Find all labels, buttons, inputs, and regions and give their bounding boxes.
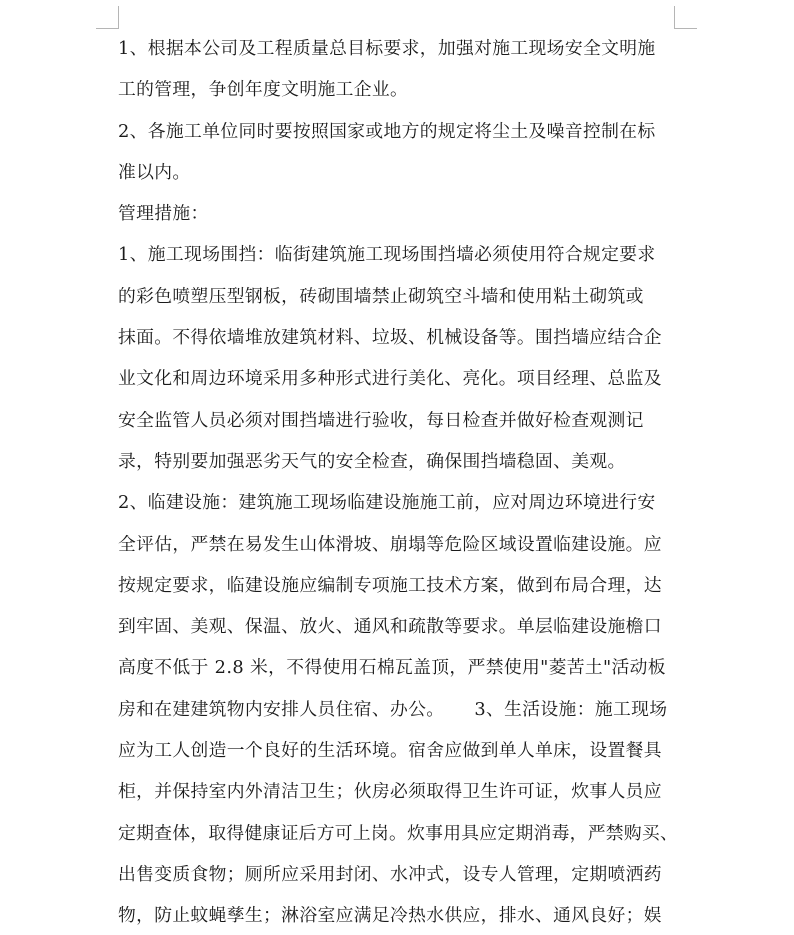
text-line: 业文化和周边环境采用多种形式进行美化、亮化。项目经理、总监及 bbox=[118, 368, 662, 390]
text-line: 安全监管人员必须对围挡墙进行验收，每日检查并做好检查观测记 bbox=[118, 409, 644, 431]
text-line: 柜，并保持室内外清洁卫生；伙房必须取得卫生许可证，炊事人员应 bbox=[118, 781, 662, 803]
document-body bbox=[118, 28, 679, 935]
text-line: 高度不低于 2.8 米，不得使用石棉瓦盖顶，严禁使用"菱苦土"活动板 bbox=[118, 657, 666, 679]
text-line: 录，特别要加强恶劣天气的安全检查，确保围挡墙稳固、美观。 bbox=[118, 450, 626, 472]
section-heading-measures bbox=[118, 193, 676, 234]
text-line: 到牢固、美观、保温、放火、通风和疏散等要求。单层临建设施檐口 bbox=[118, 616, 662, 638]
text-line: 准以内。 bbox=[118, 161, 191, 183]
text-line: 1、施工现场围挡：临街建筑施工现场围挡墙必须使用符合规定要求 bbox=[118, 244, 656, 266]
text-line: 全评估，严禁在易发生山体滑坡、崩塌等危险区域设置临建设施。应 bbox=[118, 533, 662, 555]
text-line: 的彩色喷塑压型钢板，砖砌围墙禁止砌筑空斗墙和使用粘土砌筑或 bbox=[118, 285, 644, 307]
paragraph-temporary-facilities bbox=[118, 482, 679, 935]
paragraph-goal-1 bbox=[118, 28, 676, 111]
text-line: 2、临建设施：建筑施工现场临建设施施工前，应对周边环境进行安 bbox=[118, 492, 656, 514]
text-line: 应为工人创造一个良好的生活环境。宿舍应做到单人单床，设置餐具 bbox=[118, 740, 662, 762]
text-line: 物，防止蚊蝇孳生；淋浴室应满足冷热水供应，排水、通风良好；娱 bbox=[118, 905, 662, 927]
text-line: 按规定要求，临建设施应编制专项施工技术方案，做到布局合理，达 bbox=[118, 574, 662, 596]
text-line: 管理措施： bbox=[118, 203, 209, 225]
paragraph-goal-2 bbox=[118, 111, 676, 194]
text-line: 抹面。不得依墙堆放建筑材料、垃圾、机械设备等。围挡墙应结合企 bbox=[118, 327, 662, 349]
text-line: 房和在建建筑物内安排人员住宿、办公。 3、生活设施：施工现场 bbox=[118, 698, 668, 720]
text-line: 2、各施工单位同时要按照国家或地方的规定将尘土及噪音控制在标 bbox=[118, 120, 656, 142]
text-line: 工的管理，争创年度文明施工企业。 bbox=[118, 79, 409, 101]
crop-mark-top-right bbox=[674, 6, 697, 29]
text-line: 出售变质食物；厕所应采用封闭、水冲式，设专人管理，定期喷洒药 bbox=[118, 863, 662, 885]
crop-mark-top-left bbox=[96, 6, 119, 29]
paragraph-enclosure bbox=[118, 234, 676, 482]
text-line: 1、根据本公司及工程质量总目标要求，加强对施工现场安全文明施 bbox=[118, 38, 656, 59]
text-line: 定期查体，取得健康证后方可上岗。炊事用具应定期消毒，严禁购买、 bbox=[118, 822, 679, 844]
